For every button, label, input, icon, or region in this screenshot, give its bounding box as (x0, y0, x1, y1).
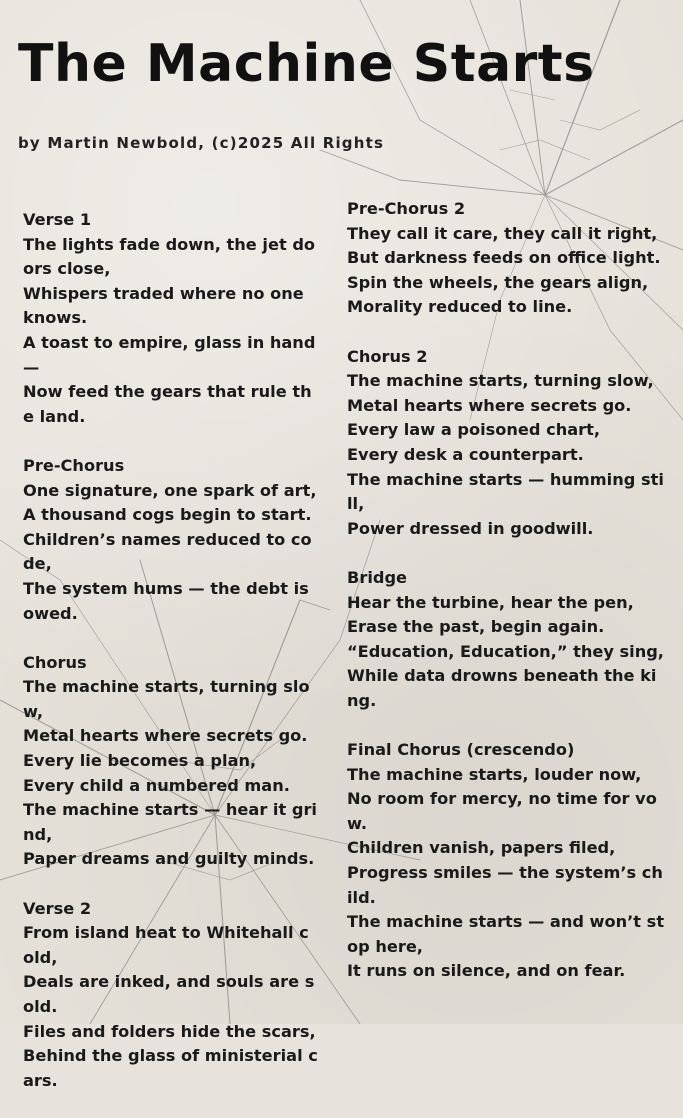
poem-title: The Machine Starts (18, 34, 595, 94)
poem-line: But darkness feeds on office light. (347, 248, 661, 268)
stanza-pre-chorus-2 (347, 197, 667, 320)
poem-line: Progress smiles — the system’s child. (347, 863, 663, 907)
stanza-heading: Chorus 2 (347, 346, 428, 366)
poem-line: Children’s names reduced to code, (23, 529, 312, 574)
poem-line: The system hums — the debt is owed. (23, 578, 309, 623)
poem-line: A thousand cogs begin to start. (23, 505, 312, 525)
stanza-verse-1 (23, 208, 319, 429)
poem-line: Files and folders hide the scars, (23, 1021, 316, 1041)
poem-line: Spin the wheels, the gears align, (347, 272, 649, 292)
poem-line: Children vanish, papers filed, (347, 838, 616, 858)
poem-line: The machine starts, turning slow, (23, 677, 310, 721)
poem-line: Morality reduced to line. (347, 297, 573, 317)
stanza-verse-2 (23, 897, 319, 1094)
poem-line: No room for mercy, no time for vow. (347, 789, 657, 833)
poem-line: Every lie becomes a plan, (23, 751, 257, 771)
poem-line: The machine starts — and won’t stop here, (347, 912, 665, 956)
poem-line: They call it care, they call it right, (347, 223, 658, 243)
poem-line: The lights fade down, the jet doors close, (23, 234, 316, 279)
poem-line: One signature, one spark of art, (23, 480, 317, 500)
poem-line: The machine starts — humming still, (347, 469, 664, 514)
poem-line: It runs on silence, and on fear. (347, 961, 626, 981)
left-column (23, 208, 319, 1118)
stanza-bridge (347, 566, 667, 714)
poem-line: Paper dreams and guilty minds. (23, 849, 315, 869)
right-column (347, 197, 667, 1009)
poem-line: Metal hearts where secrets go. (347, 395, 632, 415)
poem-line: Metal hearts where secrets go. (23, 726, 308, 746)
author-byline: by Martin Newbold, (c)2025 All Rights (18, 134, 385, 152)
stanza-heading: Pre-Chorus 2 (347, 199, 466, 218)
poem-line: Every law a poisoned chart, (347, 420, 601, 440)
poem-line: Power dressed in goodwill. (347, 518, 594, 538)
poem-line: Hear the turbine, hear the pen, (347, 592, 634, 612)
stanza-chorus-2 (347, 345, 667, 542)
stanza-chorus (23, 651, 319, 872)
stanza-heading: Verse 2 (23, 898, 92, 918)
poem-line: A toast to empire, glass in hand — (23, 332, 316, 377)
poem-line: The machine starts, louder now, (347, 764, 642, 784)
stanza-heading: Chorus (23, 652, 87, 672)
poem-line: Erase the past, begin again. (347, 617, 605, 637)
stanza-heading: Pre-Chorus (23, 455, 125, 475)
poem-line: From island heat to Whitehall cold, (23, 923, 309, 967)
stanza-final-chorus (347, 738, 667, 984)
poem-line: The machine starts — hear it grind, (23, 800, 317, 844)
poem-line: “Education, Education,” they sing, (347, 641, 664, 661)
stanza-heading: Bridge (347, 567, 408, 587)
stanza-pre-chorus (23, 454, 319, 626)
poem-line: Every desk a counterpart. (347, 444, 584, 464)
poem-line: Now feed the gears that rule the land. (23, 382, 312, 426)
stanza-heading: Verse 1 (23, 210, 92, 229)
poem-line: The machine starts, turning slow, (347, 371, 654, 391)
poem-line: Deals are inked, and souls are sold. (23, 972, 315, 1016)
poem-line: Whispers traded where no one knows. (23, 283, 304, 328)
poem-line: While data drowns beneath the king. (347, 666, 657, 710)
poem-line: Every child a numbered man. (23, 775, 290, 795)
stanza-heading: Final Chorus (crescendo) (347, 740, 575, 760)
poem-line: Behind the glass of ministerial cars. (23, 1046, 318, 1090)
